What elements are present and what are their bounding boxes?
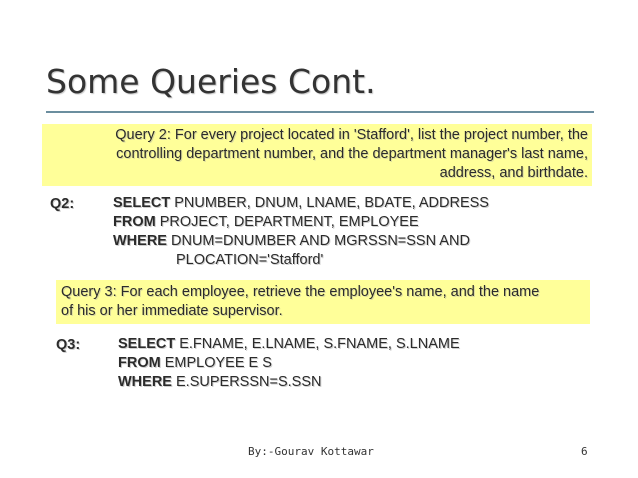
q2-from-tables: PROJECT, DEPARTMENT, EMPLOYEE <box>155 214 419 230</box>
q2-where-clause <box>113 232 470 251</box>
q2-select-clause <box>113 194 489 213</box>
slide-title: Some Queries Cont. <box>46 62 376 101</box>
query2-line-2: controlling department number, and the department manager's last name, <box>116 146 588 162</box>
q3-where-clause <box>118 373 321 392</box>
q3-label: Q3: <box>56 337 81 353</box>
q3-where-keyword: WHERE <box>118 374 172 390</box>
query2-description-box <box>42 124 592 186</box>
query3-description-box <box>56 280 590 324</box>
q3-from-tables: EMPLOYEE E S <box>160 355 272 371</box>
page-number: 6 <box>581 445 588 458</box>
q3-select-clause <box>118 335 460 354</box>
q2-select-keyword: SELECT <box>113 195 171 211</box>
query2-line-1: Query 2: For every project located in 'Stafford', list the project number, the <box>115 127 588 143</box>
q3-from-keyword: FROM <box>118 355 161 371</box>
q2-from-clause <box>113 213 419 232</box>
q3-select-keyword: SELECT <box>118 336 176 352</box>
q2-where-keyword: WHERE <box>113 233 167 249</box>
query3-line-2: of his or her immediate supervisor. <box>61 303 283 319</box>
query2-line-3: address, and birthdate. <box>439 165 588 181</box>
q3-from-clause <box>118 354 272 373</box>
q2-where-conditions: DNUM=DNUMBER AND MGRSSN=SSN AND <box>166 233 470 249</box>
q2-where-continuation: PLOCATION='Stafford' <box>176 252 324 268</box>
q2-label: Q2: <box>50 196 75 212</box>
q3-where-conditions: E.SUPERSSN=S.SSN <box>171 374 322 390</box>
q2-from-keyword: FROM <box>113 214 156 230</box>
title-divider <box>46 111 594 113</box>
q3-select-columns: E.FNAME, E.LNAME, S.FNAME, S.LNAME <box>175 336 460 352</box>
query3-line-1: Query 3: For each employee, retrieve the employee's name, and the name <box>61 284 540 300</box>
footer-author: By:-Gourav Kottawar <box>248 445 374 458</box>
q2-select-columns: PNUMBER, DNUM, LNAME, BDATE, ADDRESS <box>170 195 489 211</box>
